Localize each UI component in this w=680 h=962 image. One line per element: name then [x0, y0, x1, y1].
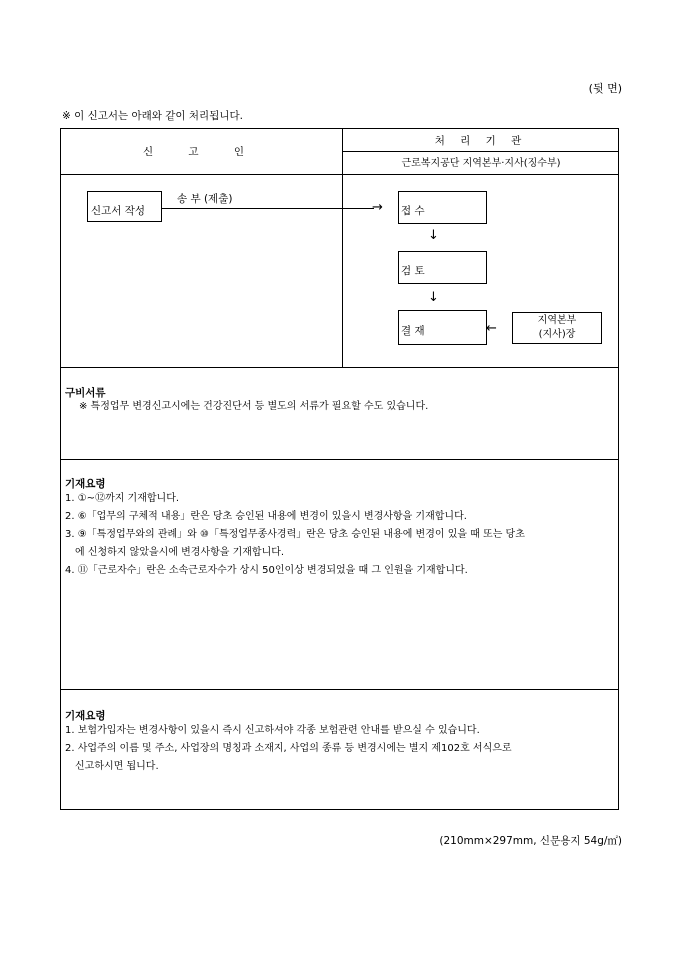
branch-head-line1: 지역본부 — [537, 315, 577, 326]
documents-title: 구비서류 — [65, 387, 106, 399]
branch-head-box — [512, 312, 602, 344]
send-label: 송 부 (제출) — [177, 193, 233, 205]
process-table — [60, 128, 619, 810]
agency-header: 처 리 기 관 — [434, 135, 528, 147]
receive-box: 접 수 — [398, 191, 487, 224]
instruction2-item: 2. 사업주의 이름 및 주소, 사업장의 명칭과 소재지, 사업의 종류 등 변경시에는 별지 제102호 서식으로 — [65, 743, 512, 754]
review-box: 검 토 — [398, 251, 487, 284]
arrow-down-icon: ↓ — [428, 290, 439, 305]
reporter-header: 신 고 인 — [142, 146, 261, 158]
instruction-item: 1. ①~⑫까지 기재합니다. — [65, 493, 180, 504]
instructions-divider — [61, 689, 618, 690]
approve-box: 결 재 — [398, 310, 487, 345]
instruction2-item: 신고하시면 됩니다. — [75, 761, 159, 772]
header-divider — [61, 174, 618, 175]
arrow-left-icon: ← — [486, 321, 497, 336]
flow-divider — [61, 367, 618, 368]
paper-spec-footer: (210mm×297mm, 신문용지 54g/㎡) — [439, 835, 622, 847]
instruction2-item: 1. 보험가입자는 변경사항이 있을시 즉시 신고하셔야 각종 보험관련 안내를 받으실 수 있습니다. — [65, 725, 480, 736]
instruction-item: 3. ⑨「특정업무와의 관례」와 ⑩「특정업무종사경력」란은 당초 승인된 내용에 변경이 있을 때 또는 당초 — [65, 529, 525, 540]
write-report-box: 신고서 작성 — [87, 191, 162, 222]
instructions-title: 기재요령 — [65, 478, 106, 490]
instruction-item: 4. ⑪「근로자수」란은 소속근로자수가 상시 50인이상 변경되었을 때 그 인원을 기재합니다. — [65, 565, 468, 576]
agency-subheader: 근로복지공단 지역본부·지사(징수부) — [401, 158, 561, 169]
process-note: ※ 이 신고서는 아래와 같이 처리됩니다. — [62, 110, 243, 122]
branch-head-line2: (지사)장 — [538, 329, 576, 340]
documents-text: ※ 특정업무 변경신고시에는 건강진단서 등 별도의 서류가 필요할 수도 있습니다. — [79, 401, 429, 412]
send-arrow-line — [162, 208, 374, 209]
agency-divider — [342, 151, 618, 152]
instructions2-title: 기재요령 — [65, 710, 106, 722]
instruction-item: 에 신청하지 않았을시에 변경사항을 기재합니다. — [75, 547, 285, 558]
documents-divider — [61, 459, 618, 460]
arrow-down-icon: ↓ — [428, 228, 439, 243]
instruction-item: 2. ⑥「업무의 구체적 내용」란은 당초 승인된 내용에 변경이 있을시 변경사항을 기재합니다. — [65, 511, 467, 522]
page-note: (뒷 면) — [588, 82, 622, 95]
arrow-right-icon: → — [372, 200, 383, 215]
